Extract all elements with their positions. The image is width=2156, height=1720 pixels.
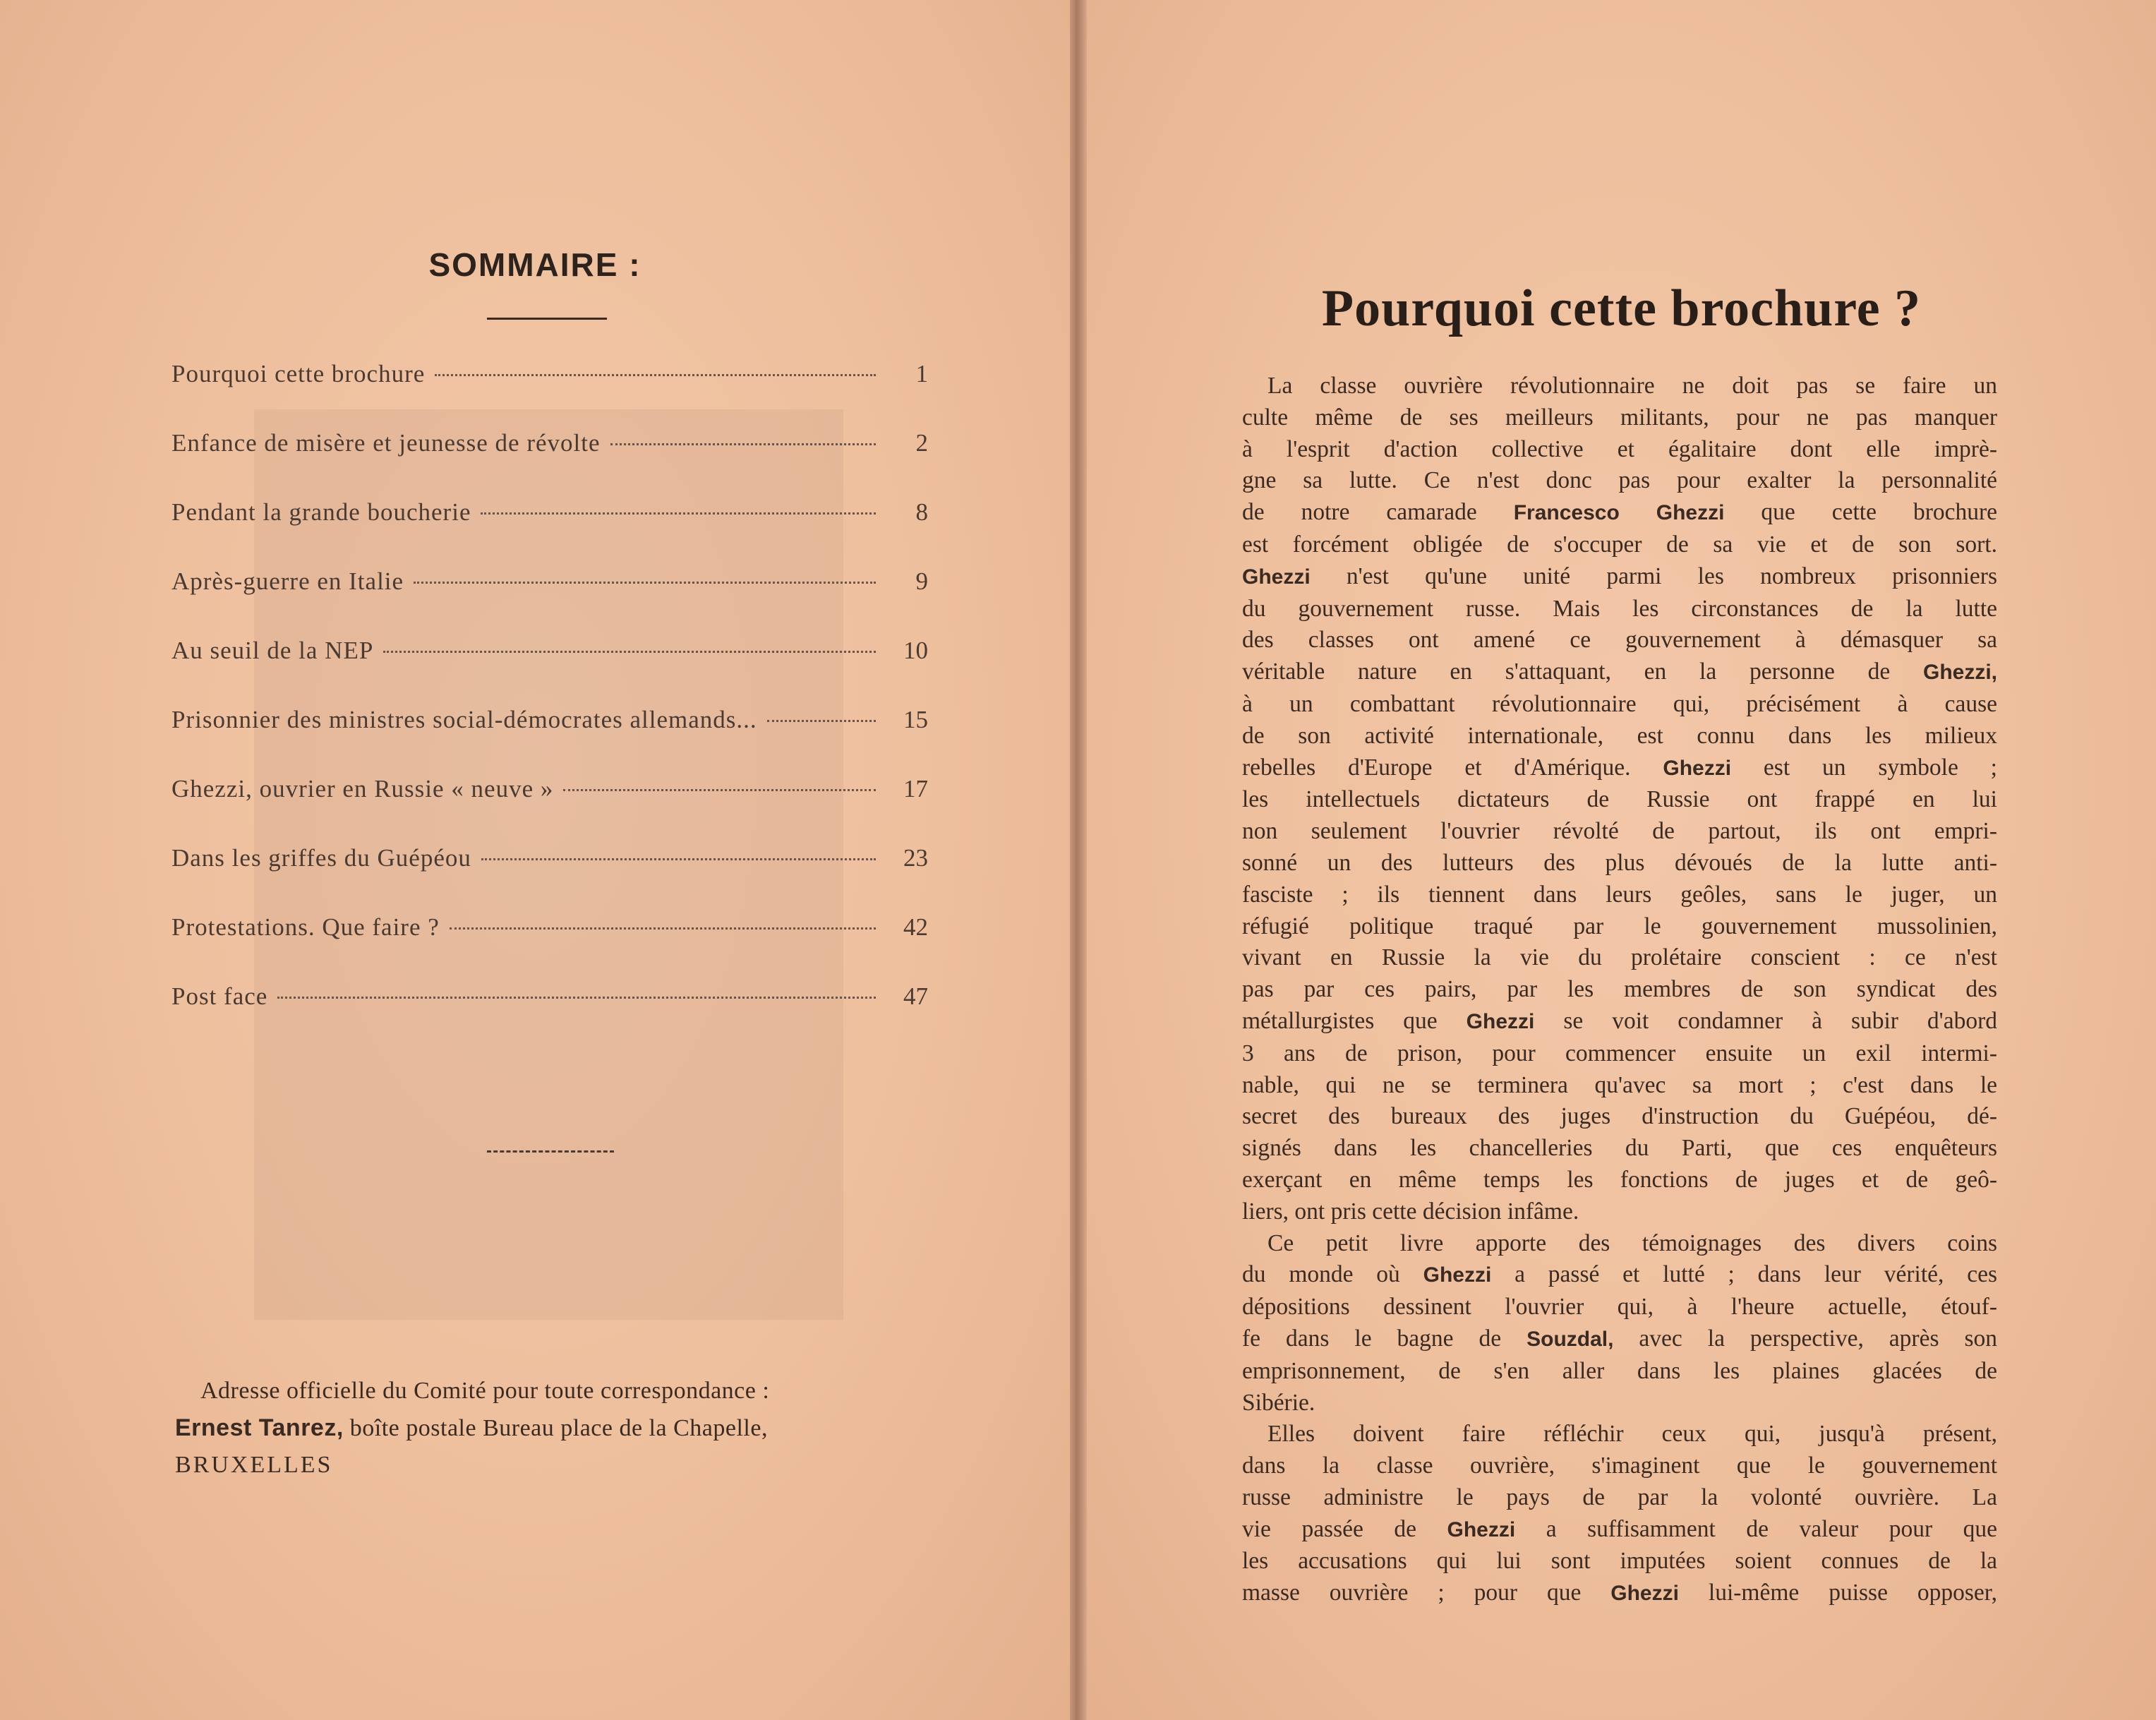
text-line: de son activité internationale, est connu dans les milieux <box>1242 722 1997 749</box>
text-line: à un combattant révolutionnaire qui, précisément à cause <box>1242 690 1997 717</box>
text-line: secret des bureaux des juges d'instruction du Guépéou, dé- <box>1242 1103 1997 1130</box>
toc-entry-page: 1 <box>915 360 928 387</box>
emphasized-name: Souzdal, <box>1526 1327 1614 1351</box>
toc-entry <box>171 429 928 471</box>
text-line: emprisonnement, de s'en aller dans les plaines glacées de <box>1242 1357 1997 1384</box>
address-city: BRUXELLES <box>175 1452 333 1478</box>
text-line: rebelles d'Europe et d'Amérique. Ghezzi est un symbole ; <box>1242 754 1997 781</box>
toc-end-rule <box>487 1150 614 1153</box>
toc-entry-title: Ghezzi, ouvrier en Russie « neuve » <box>171 775 554 802</box>
toc-entry-title: Pendant la grande boucherie <box>171 498 471 526</box>
toc-entry <box>171 360 928 402</box>
address-line-1: Adresse officielle du Comité pour toute correspondance : <box>200 1378 770 1404</box>
text-line: fe dans le bagne de Souzdal, avec la perspective, après son <box>1242 1325 1997 1352</box>
text-line: pas par ces pairs, par les membres de son syndicat des <box>1242 976 1997 1003</box>
toc-leader-dots <box>481 858 876 860</box>
text-line: nable, qui ne se terminera qu'avec sa mort ; c'est dans le <box>1242 1071 1997 1098</box>
toc-leader-dots <box>563 789 876 791</box>
toc-entry <box>171 637 928 679</box>
toc-heading: SOMMAIRE : <box>428 246 642 283</box>
text-line: gne sa lutte. Ce n'est donc pas pour exalter la personnalité <box>1242 467 1997 494</box>
book-spine <box>1070 0 1087 1720</box>
toc-entry-title: Dans les griffes du Guépéou <box>171 844 471 872</box>
toc-leader-dots <box>435 374 876 376</box>
text-line: signés dans les chancelleries du Parti, que ces enquêteurs <box>1242 1135 1997 1162</box>
toc-entry <box>171 567 928 610</box>
text-line: les intellectuels dictateurs de Russie ont frappé en lui <box>1242 786 1997 813</box>
text-line: dépositions dessinent l'ouvrier qui, à l'heure actuelle, étouf- <box>1242 1294 1997 1321</box>
text-line: du gouvernement russe. Mais les circonstances de la lutte <box>1242 595 1997 622</box>
toc-entry-page: 10 <box>903 637 928 664</box>
toc-leader-dots <box>383 651 876 653</box>
toc-entry-page: 42 <box>903 913 928 941</box>
text-line: métallurgistes que Ghezzi se voit condamner à subir d'abord <box>1242 1007 1997 1034</box>
toc-entry-page: 9 <box>915 567 928 595</box>
address-line-2-rest: boîte postale Bureau place de la Chapelle, <box>343 1415 768 1441</box>
toc-entry-title: Pourquoi cette brochure <box>171 360 426 387</box>
text-line: est forcément obligée de s'occuper de sa vie et de son sort. <box>1242 531 1997 558</box>
toc-entry-title: Au seuil de la NEP <box>171 637 374 664</box>
heading-rule <box>487 318 607 320</box>
emphasized-name: Ghezzi <box>1610 1582 1679 1606</box>
emphasized-name: Ghezzi <box>1663 756 1732 780</box>
address-line-2 <box>175 1415 768 1441</box>
text-line: réfugié politique traqué par le gouvernement mussolinien, <box>1242 913 1997 939</box>
text-line: les accusations qui lui sont imputées soient connues de la <box>1242 1548 1997 1575</box>
text-line: La classe ouvrière révolutionnaire ne doit pas se faire un <box>1267 373 1997 399</box>
text-line: culte même de ses meilleurs militants, pour ne pas manquer <box>1242 404 1997 431</box>
emphasized-name: Ghezzi <box>1242 565 1311 589</box>
emphasized-name: Francesco Ghezzi <box>1513 501 1725 525</box>
emphasized-name: Ghezzi <box>1466 1009 1535 1033</box>
text-line: liers, ont pris cette décision infâme. <box>1242 1198 1579 1225</box>
toc-leader-dots <box>610 443 876 445</box>
text-line: véritable nature en s'attaquant, en la personne de Ghezzi, <box>1242 658 1997 685</box>
toc-entry-page: 47 <box>903 982 928 1010</box>
text-line: des classes ont amené ce gouvernement à démasquer sa <box>1242 627 1997 654</box>
toc-entry-page: 17 <box>903 775 928 802</box>
text-line: masse ouvrière ; pour que Ghezzi lui-même puisse opposer, <box>1242 1580 1997 1606</box>
emphasized-name: Ghezzi, <box>1922 661 1997 685</box>
text-line: russe administre le pays de par la volonté ouvrière. La <box>1242 1484 1997 1510</box>
toc-entry-title: Post face <box>171 982 268 1010</box>
toc-leader-dots <box>277 997 876 999</box>
chapter-body <box>1242 371 1997 1610</box>
text-line: Sibérie. <box>1242 1389 1315 1416</box>
toc-entry-title: Prisonnier des ministres social-démocrates allemands... <box>171 706 757 733</box>
toc-entry-page: 8 <box>915 498 928 526</box>
toc-entry <box>171 844 928 886</box>
toc-entry <box>171 706 928 748</box>
text-line: Ce petit livre apporte des témoignages des divers coins <box>1267 1229 1997 1256</box>
toc-entry <box>171 913 928 956</box>
text-line: Ghezzi n'est qu'une unité parmi les nombreux prisonniers <box>1242 563 1997 589</box>
text-line: 3 ans de prison, pour commencer ensuite un exil intermi- <box>1242 1040 1997 1066</box>
text-line: exerçant en même temps les fonctions de juges et de geô- <box>1242 1166 1997 1193</box>
toc-entry-page: 2 <box>915 429 928 457</box>
text-line: fasciste ; ils tiennent dans leurs geôles, sans le juger, un <box>1242 881 1997 908</box>
toc-leader-dots <box>767 720 876 722</box>
text-line: de notre camarade Francesco Ghezzi que cette brochure <box>1242 499 1997 526</box>
text-line: du monde où Ghezzi a passé et lutté ; dans leur vérité, ces <box>1242 1261 1997 1288</box>
toc-entry-page: 23 <box>903 844 928 872</box>
text-line: Elles doivent faire réfléchir ceux qui, jusqu'à présent, <box>1267 1421 1997 1448</box>
toc-entry-title: Protestations. Que faire ? <box>171 913 440 941</box>
toc-leader-dots <box>414 582 876 584</box>
toc-entry-title: Enfance de misère et jeunesse de révolte <box>171 429 601 457</box>
toc-entry-title: Après-guerre en Italie <box>171 567 404 595</box>
emphasized-name: Ghezzi <box>1447 1517 1516 1541</box>
text-line: à l'esprit d'action collective et égalitaire dont elle imprè- <box>1242 435 1997 462</box>
emphasized-name: Ghezzi <box>1423 1263 1492 1287</box>
text-line: vivant en Russie la vie du prolétaire conscient : ce n'est <box>1242 944 1997 971</box>
address-name: Ernest Tanrez, <box>175 1414 344 1441</box>
toc-entry-page: 15 <box>903 706 928 733</box>
toc-entry <box>171 498 928 541</box>
toc-leader-dots <box>481 512 876 515</box>
text-line: vie passée de Ghezzi a suffisamment de valeur pour que <box>1242 1515 1997 1542</box>
toc-leader-dots <box>450 927 876 930</box>
text-line: non seulement l'ouvrier révolté de partout, ils ont empri- <box>1242 818 1997 845</box>
text-line: sonné un des lutteurs des plus dévoués de la lutte anti- <box>1242 849 1997 876</box>
chapter-title: Pourquoi cette brochure ? <box>1321 279 1922 337</box>
committee-address <box>175 1373 930 1484</box>
text-line: dans la classe ouvrière, s'imaginent que le gouvernement <box>1242 1453 1997 1479</box>
toc-entry <box>171 775 928 817</box>
toc-entry <box>171 982 928 1025</box>
